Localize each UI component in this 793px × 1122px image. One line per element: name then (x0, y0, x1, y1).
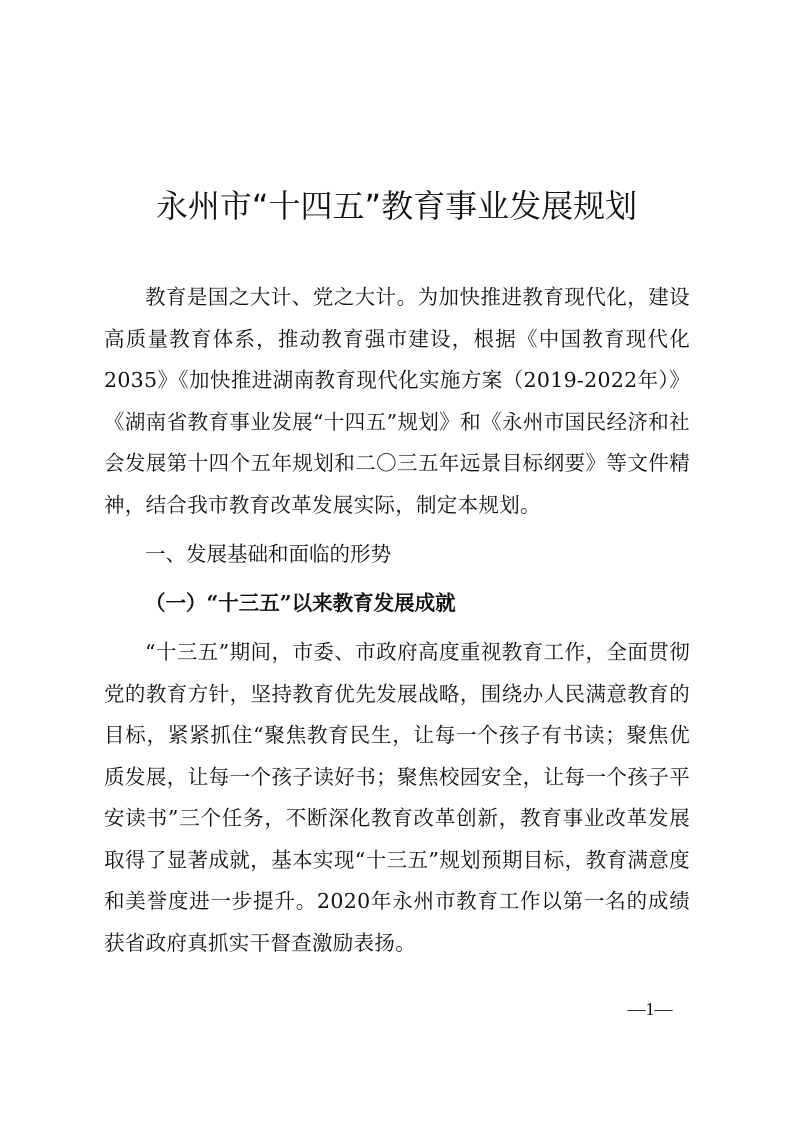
document-title: 永州市“十四五”教育事业发展规划 (155, 187, 638, 225)
page-number: —1— (627, 999, 673, 1019)
subsection-heading: （一）“十三五”以来教育发展成就 (145, 591, 456, 615)
intro-paragraph: 教育是国之大计、党之大计。为加快推进教育现代化，建设高质量教育体系，推动教育强市建设，根据《中国教育现代化2035》《加快推进湖南教育现代化实施方案（2019-2022年）》《湖南省教育事业发展“十四五”规划》和《永州市国民经济和社会发展第十四个五年规划和二〇三五年远景目标纲要》等文件精神，结合我市教育改革发展实际，制定本规划。 (104, 285, 690, 517)
section-heading: 一、发展基础和面临的形势 (145, 542, 391, 566)
subsection-paragraph: “十三五”期间，市委、市政府高度重视教育工作，全面贯彻党的教育方针，坚持教育优先发展战略，围绕办人民满意教育的目标，紧紧抓住“聚焦教育民生，让每一个孩子有书读；聚焦优质发展，让每一个孩子读好书；聚焦校园安全，让每一个孩子平安读书”三个任务，不断深化教育改革创新，教育事业改革发展取得了显著成就，基本实现“十三五”规划预期目标，教育满意度和美誉度进一步提升。2020年永州市教育工作以第一名的成绩获省政府真抓实干督查激励表扬。 (104, 640, 690, 955)
